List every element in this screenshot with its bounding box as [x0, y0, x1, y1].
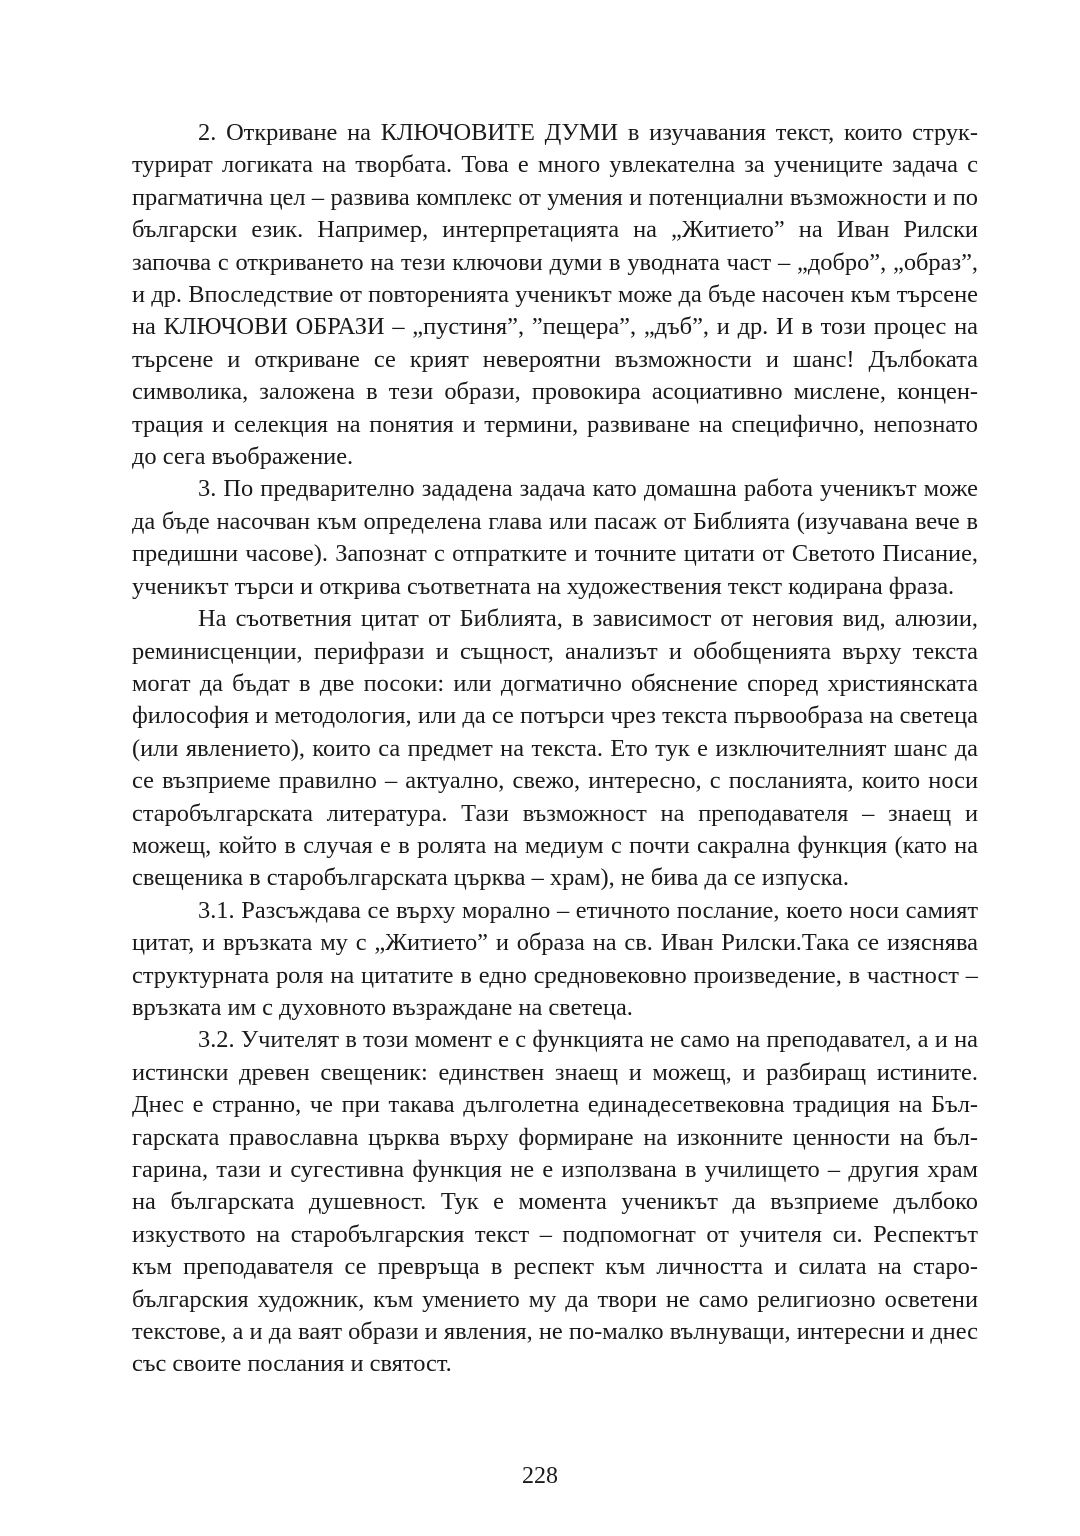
paragraph-bible-task: 3. По предварително зададена задача като домашна работа ученикът може да бъде насочван към определена глава или пасаж от Библията (изучавана вече в предишни часове). Запознат с отпратките и точните цитати от Светото Писание, ученикът търси и открива съответната на художествения текст кодирана фраза.: [132, 475, 978, 600]
paragraph-bible-quote: На съответния цитат от Библията, в зависимост от неговия вид, алюзии, реминисценции, перифрази и същност, анализът и обобщенията върху текста могат да бъдат в две посоки: или догматично обяснение според християнската философия и методология, или да се потърси чрез текста първообраза на светеца (или явлението), които са предмет на текста. Ето тук е изключителният шанс да се възприеме правилно – актуално, свежо, интересно, с посланията, които носи старобългарската литература. Тази възможност на преподавателя – знаещ и можещ, който в случая е в ролята на медиум с почти сакрална функция (като на свещеника в старобългарската църква – храм), не бива да се изпуска.: [132, 605, 978, 892]
page-number: 228: [522, 1463, 558, 1489]
paragraph-moral-message: 3.1. Разсъждава се върху морално – етичното послание, което носи самият цитат, и връзката му с „Житието” и образа на св. Иван Рилски.Така се изяснява структурната роля на цитатите в едно средновековно произведение, в частност – връзката им с духовното възраждане на светеца.: [132, 896, 978, 1021]
body-text: [132, 117, 978, 1381]
paragraph-keywords: 2. Откриване на КЛЮЧОВИТЕ ДУМИ в изучавания текст, които структурират логиката на творбата. Това е много увлекателна за учениците задача с прагматична цел – развива комплекс от умения и потенциални възможности и по български език. Например, интерпретацията на „Житието” на Иван Рилски започва с откриването на тези ключови думи в уводната част – „добро”, „образ”, и др. Впоследствие от повторенията ученикът може да бъде насочен към търсене на КЛЮЧОВИ ОБРАЗИ – „пустиня”, ”пещера”, „дъб”, и др. И в този процес на търсене и откриване се крият невероятни възможности и шанс! Дълбоката символика, заложена в тези образи, провокира асоциативно мислене, концентрация и селекция на понятия и термини, развиване на специфично, непознато до сега въображение.: [132, 119, 978, 471]
paragraph-teacher-role: 3.2. Учителят в този момент е с функцията не само на преподавател, а и на истински древен свещеник: единствен знаещ и можещ, и разбиращ истините. Днес е странно, че при такава дълголетна единадесетвековна традиция на Българската православна църква върху формиране на изконните ценности на българина, тази и сугестивна функция не е използвана в училището – другия храм на българската душевност. Тук е момента ученикът да възприеме дълбоко изкуството на старобългарския текст – подпомогнат от учителя си. Респектът към преподавателя се превръща в респект към личността и силата на старобългарския художник, към умението му да твори не само религиозно осветени текстове, а и да ваят образи и явления, не по-малко вълнуващи, интересни и днес със своите послания и святост.: [132, 1026, 978, 1378]
